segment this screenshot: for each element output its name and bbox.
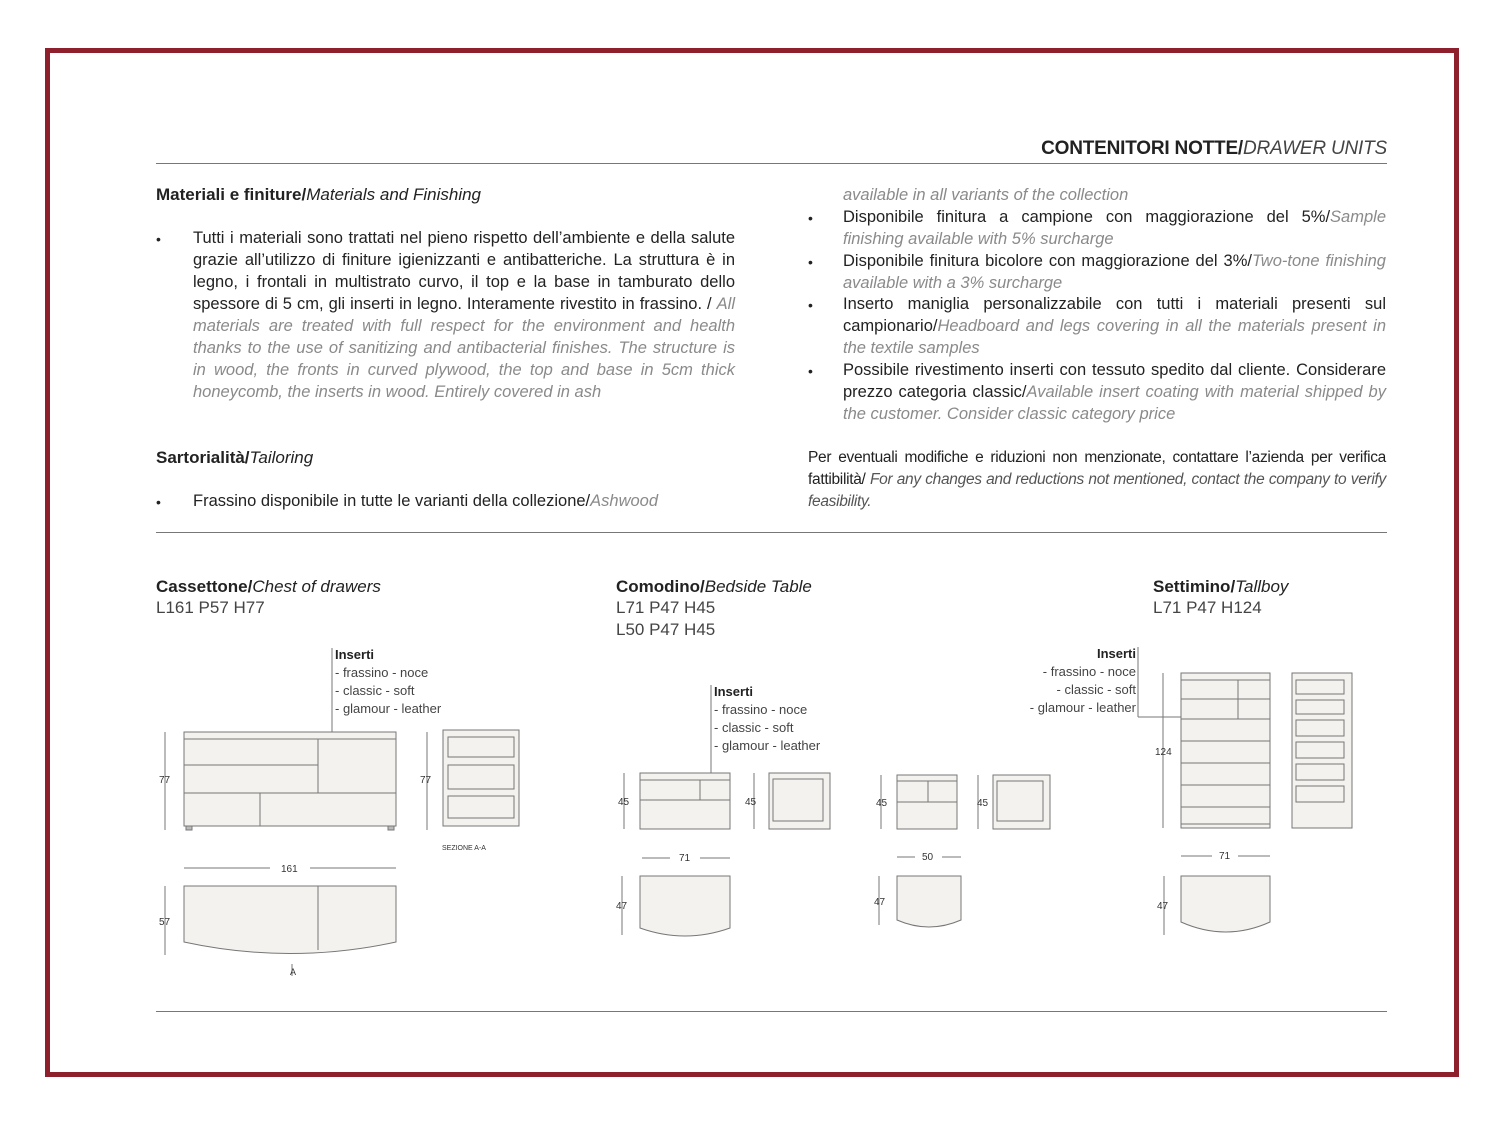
inserts-line: - classic - soft xyxy=(335,683,415,698)
dim-label: 77 xyxy=(159,775,171,786)
product-bedside-dims-1: L71 P47 H45 xyxy=(616,598,716,617)
inserts-line: - glamour - leather xyxy=(714,738,821,753)
dim-label: 47 xyxy=(1157,901,1169,912)
tailoring-item-1-it: Disponibile finitura a campione con maggiorazione del 5%/ xyxy=(843,208,1331,226)
note-it: Per eventuali modifiche e riduzioni non menzionate, contattare l’azienda per verifica fattibilità/ xyxy=(808,449,1386,488)
materials-title-italic: Materials and Finishing xyxy=(306,185,482,204)
tailoring-bullet-it: Frassino disponibile in tutte le varianti della collezione/ xyxy=(193,492,591,510)
header-title-italic: DRAWER UNITS xyxy=(1243,138,1387,159)
dim-label: 50 xyxy=(922,852,934,863)
product-bedside-dims-2: L50 P47 H45 xyxy=(616,620,716,639)
bedside-71-side-drawing xyxy=(754,773,830,829)
dim-label: 47 xyxy=(616,901,628,912)
product-bedside-title-italic: Bedside Table xyxy=(704,577,812,596)
inserts-title: Inserti xyxy=(714,684,754,699)
bedside-50-side-drawing xyxy=(978,775,1050,829)
tallboy-top-drawing xyxy=(1164,856,1270,935)
bedside-71-front-drawing xyxy=(624,773,730,829)
section-mark: A xyxy=(290,967,297,977)
header-title-bold: CONTENITORI NOTTE/ xyxy=(1041,138,1244,159)
product-tallboy-title-bold: Settimino/ xyxy=(1153,577,1236,596)
product-bedside-title-bold: Comodino/ xyxy=(616,577,705,596)
tailoring-item-1-en: Sample finishing available with 5% surcharge xyxy=(843,208,1386,248)
inserts-line: - classic - soft xyxy=(714,720,794,735)
inserts-line: - frassino - noce xyxy=(335,665,429,680)
tailoring-title-italic: Tailoring xyxy=(249,448,314,467)
inserts-line: - glamour - leather xyxy=(335,701,442,716)
dim-label: 57 xyxy=(159,917,171,928)
tallboy-side-drawing xyxy=(1292,673,1352,828)
inserts-line: - frassino - noce xyxy=(714,702,808,717)
product-chest-title-italic: Chest of drawers xyxy=(252,577,381,596)
inserts-title: Inserti xyxy=(335,647,375,662)
section-label: SEZIONE A-A xyxy=(442,845,486,852)
tailoring-item-4-it: Possibile rivestimento inserti con tessuto spedito dal cliente. Considerare prezzo categoria classic/ xyxy=(843,361,1386,401)
tailoring-item-3-en: Headboard and legs covering in all the materials present in the textile samples xyxy=(843,317,1386,357)
dim-label: 71 xyxy=(679,853,691,864)
dim-label: 45 xyxy=(618,797,630,808)
inserts-line: - classic - soft xyxy=(1056,682,1136,697)
dim-label: 77 xyxy=(420,775,432,786)
bullet: • xyxy=(808,363,813,379)
chest-top-drawing xyxy=(165,868,396,976)
product-tallboy-dims: L71 P47 H124 xyxy=(1153,598,1262,617)
bullet: • xyxy=(808,297,813,313)
bullet: • xyxy=(156,494,161,510)
tailoring-title-bold: Sartorialità/ xyxy=(156,448,250,467)
dim-label: 45 xyxy=(977,798,989,809)
tailoring-bullet-en: Ashwood xyxy=(590,492,659,510)
chest-section-drawing xyxy=(427,730,519,830)
dim-label: 71 xyxy=(1219,851,1231,862)
dim-label: 124 xyxy=(1155,747,1172,758)
product-tallboy-title-italic: Tallboy xyxy=(1235,577,1289,596)
note-en: For any changes and reductions not mentioned, contact the company to verify feasibility. xyxy=(808,471,1386,510)
bullet: • xyxy=(808,254,813,270)
tailoring-item-3-it: Inserto maniglia personalizzabile con tutti i materiali presenti sul campionario/ xyxy=(843,295,1386,335)
dim-label: 45 xyxy=(876,798,888,809)
tallboy-front-drawing xyxy=(1163,673,1270,828)
dim-label: 161 xyxy=(281,864,298,875)
materials-text-en: All materials are treated with full respect for the environment and health thanks to the use of sanitizing and antibacterial finishes. The structure is in wood, the fronts in curved plywood, the top and base in 5cm thick honeycomb, the inserts in wood. Entirely covered in ash xyxy=(193,295,735,401)
inserts-line: - frassino - noce xyxy=(1042,664,1136,679)
inserts-title: Inserti xyxy=(1096,646,1136,661)
bullet: • xyxy=(808,210,813,226)
chest-front-drawing xyxy=(165,732,396,830)
materials-title-bold: Materiali e finiture/ xyxy=(156,185,307,204)
product-chest-title-bold: Cassettone/ xyxy=(156,577,253,596)
dim-label: 45 xyxy=(745,797,757,808)
bedside-50-front-drawing xyxy=(881,775,957,829)
tailoring-item-2-it: Disponibile finitura bicolore con maggiorazione del 3%/ xyxy=(843,252,1252,270)
bullet: • xyxy=(156,231,161,247)
bedside-50-top-drawing xyxy=(879,857,961,927)
dim-label: 47 xyxy=(874,897,886,908)
tailoring-item-4-en: Available insert coating with material shipped by the customer. Consider classic category price xyxy=(843,383,1386,423)
bedside-71-top-drawing xyxy=(622,858,730,936)
footer-rule xyxy=(156,1011,1387,1012)
inserts-line: - glamour - leather xyxy=(1029,700,1136,715)
product-chest-dims: L161 P57 H77 xyxy=(156,598,265,617)
tailoring-bullet-en-cont: available in all variants of the collection xyxy=(843,186,1129,204)
tailoring-item-2-en: Two-tone finishing available with a 3% surcharge xyxy=(843,252,1386,292)
materials-text-it: Tutti i materiali sono trattati nel pieno rispetto dell’ambiente e della salute grazie all’utilizzo di finiture igienizzanti e antibatteriche. La struttura è in legno, i frontali in multistrato curvo, il top e la base in tamburato dello spessore di 5 cm, gli inserti in legno. Interamente rivestito in frassino. / xyxy=(193,229,735,313)
